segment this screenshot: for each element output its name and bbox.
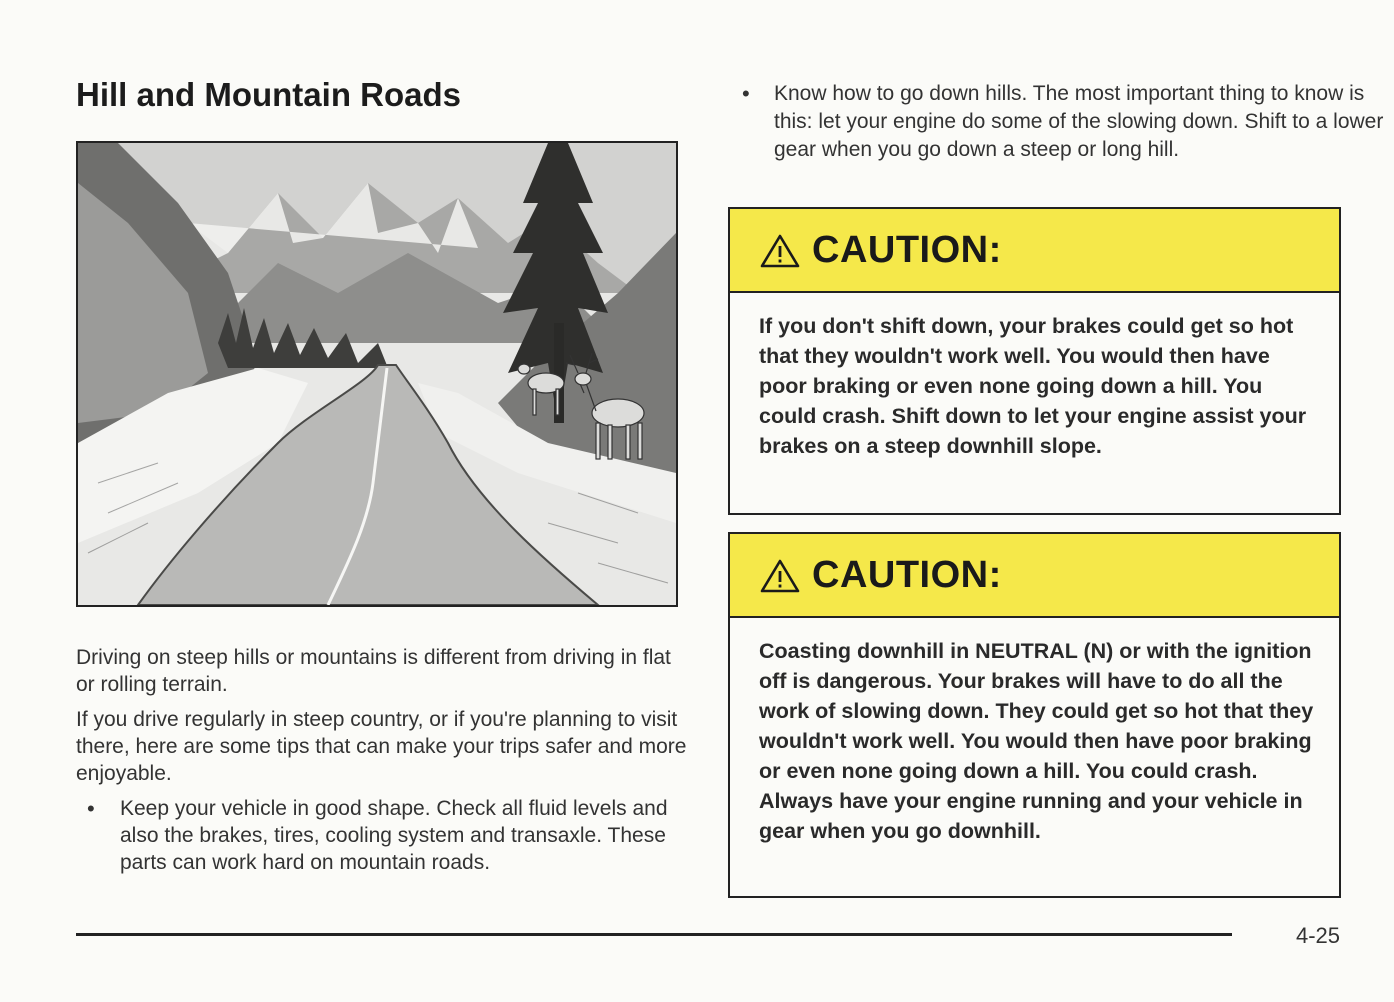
caution-header: [730, 209, 1339, 293]
footer-rule: [76, 933, 1232, 936]
bullet-text: Know how to go down hills. The most important thing to know is this: let your engine do some of the slowing down. Shift to a lower gear when you go down a steep or long hill.: [774, 82, 1384, 161]
bullet-icon: •: [742, 81, 750, 106]
caution-box: [728, 532, 1341, 898]
caution-label: CAUTION:: [812, 228, 1002, 271]
caution-label: CAUTION:: [812, 553, 1002, 596]
list-item: [740, 80, 1384, 164]
caution-text: Coasting downhill in NEUTRAL (N) or with the ignition off is dangerous. Your brakes will have to do all the work of slowing down. They could get so hot that they wouldn't work well. You would then have poor braking or even none going down a hill. You could crash. Always have your engine running and your vehicle in gear when you go downhill.: [759, 639, 1314, 843]
warning-triangle-icon: [760, 558, 800, 594]
caution-box: [728, 207, 1341, 515]
bullet-icon: •: [87, 796, 95, 821]
caution-header: [730, 534, 1339, 618]
page-number: 4-25: [1296, 923, 1341, 948]
warning-triangle-icon: [760, 233, 800, 269]
page-title: Hill and Mountain Roads: [76, 76, 461, 113]
list-item: [76, 795, 688, 876]
bullet-text: Keep your vehicle in good shape. Check all fluid levels and also the brakes, tires, cooling system and transaxle. These parts can work hard on mountain roads.: [120, 797, 668, 874]
caution-text: If you don't shift down, your brakes could get so hot that they wouldn't work well. You would then have poor braking or even none going down a hill. You could crash. Shift down to let your engine assist your brakes on a steep downhill slope.: [759, 314, 1307, 458]
mountain-road-illustration: [76, 141, 678, 607]
intro-paragraph: Driving on steep hills or mountains is different from driving in flat or rolling terrain.: [76, 646, 671, 696]
mountain-road-icon: [78, 143, 676, 605]
tips-paragraph: If you drive regularly in steep country, or if you're planning to visit there, here are some tips that can make your trips safer and more enjoyable.: [76, 708, 687, 785]
